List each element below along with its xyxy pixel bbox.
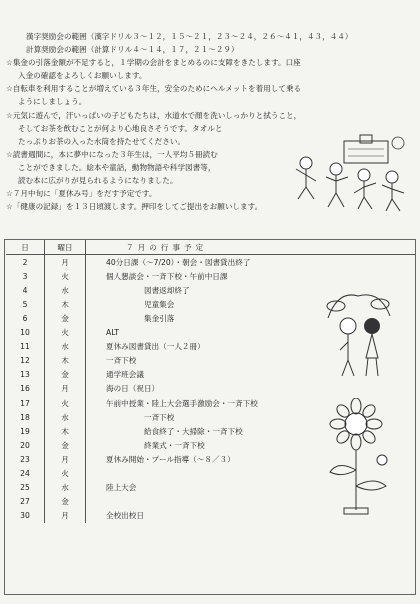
note-line: 読む本に広がりが見られるようになりました。 bbox=[18, 176, 178, 186]
schedule-date: 23 bbox=[6, 452, 45, 466]
schedule-day-of-week: 金 bbox=[45, 311, 86, 325]
schedule-event: 通学班会議 bbox=[106, 370, 144, 380]
schedule-date: 11 bbox=[6, 340, 45, 354]
note-line: ようにしましょう。 bbox=[18, 97, 87, 107]
schedule-date: 16 bbox=[6, 382, 45, 396]
schedule-date: 5 bbox=[6, 297, 45, 311]
schedule-day-of-week: 月 bbox=[45, 382, 86, 396]
schedule-event: 全校出校日 bbox=[106, 511, 144, 521]
schedule-event: 終業式・一斉下校 bbox=[144, 440, 205, 450]
schedule-day-of-week: 火 bbox=[45, 396, 86, 410]
note-line: ☆ 「健康の記録」を１３日頃渡します。押印をしてご提出をお願いします。 bbox=[6, 200, 414, 213]
note-line: ☆ 自転車を利用することが増えている３年生，安全のためにヘルメットを着用して乗る bbox=[6, 82, 414, 95]
schedule-date: 10 bbox=[6, 326, 45, 340]
schedule-event: 40分日課（～7/20）・朝会・図書貸出終了 bbox=[106, 257, 251, 267]
note-line: たっぷりお茶の入った水筒を持たせてください。 bbox=[18, 136, 186, 146]
note-line: ☆ 元気に遊んで，汗いっぱいの子どもたちは，水道水で顔を洗いしっかりと拭うこと， bbox=[6, 109, 414, 122]
schedule-date: 12 bbox=[6, 354, 45, 368]
schedule-day-of-week: 火 bbox=[45, 467, 86, 481]
schedule-event: 午前中授業・陸上大会選手激励会・一斉下校 bbox=[106, 398, 258, 408]
schedule-day-of-week: 火 bbox=[45, 269, 86, 283]
schedule-event: 一斉下校 bbox=[106, 356, 137, 366]
schedule-event: 集金引落 bbox=[144, 314, 175, 324]
sunflower-illustration bbox=[316, 398, 398, 516]
schedule-day-of-week: 金 bbox=[45, 495, 86, 509]
note-line: そしてお茶を飲むことが何より心地良さそうです。タオルと bbox=[18, 123, 223, 133]
schedule-day-of-week: 木 bbox=[45, 354, 86, 368]
schedule-event: ALT bbox=[106, 328, 120, 338]
schedule-day-of-week: 金 bbox=[45, 368, 86, 382]
schedule-date: 25 bbox=[6, 481, 45, 495]
schedule-date: 18 bbox=[6, 410, 45, 424]
schedule-day-of-week: 月 bbox=[45, 255, 86, 270]
schedule-day-of-week: 月 bbox=[45, 509, 86, 523]
note-line: 漢字奨励会の範囲（漢字ドリル３～１２，１５～２１，２３～２４，２６～４１，４３，４４） bbox=[26, 32, 353, 41]
schedule-event: 夏休み図書貸出（一人２冊） bbox=[106, 342, 205, 352]
note-line: ☆ 読書週間に，本に夢中になった３年生は，一人平均５冊読む bbox=[6, 148, 414, 161]
children-playing-illustration bbox=[292, 133, 410, 213]
schedule-date: 19 bbox=[6, 424, 45, 438]
schedule-event: 給食終了・大掃除・一斉下校 bbox=[144, 426, 243, 436]
schedule-event: 図書返却終了 bbox=[144, 285, 190, 295]
schedule-date: 24 bbox=[6, 467, 45, 481]
schedule-event: 個人懇談会・一斉下校・午前中日課 bbox=[106, 271, 228, 281]
header-date: 日 bbox=[6, 240, 45, 255]
schedule-row bbox=[6, 255, 416, 270]
schedule-event: 陸上大会 bbox=[106, 483, 137, 493]
schedule-date: 27 bbox=[6, 495, 45, 509]
schedule-day-of-week: 火 bbox=[45, 326, 86, 340]
schedule-day-of-week: 金 bbox=[45, 438, 86, 452]
schedule-event: 児童集会 bbox=[144, 299, 175, 309]
schedule-date: 17 bbox=[6, 396, 45, 410]
schedule-event: 夏休み開始・プール指導（～８／３） bbox=[106, 454, 235, 464]
schedule-day-of-week: 水 bbox=[45, 481, 86, 495]
schedule-day-of-week: 木 bbox=[45, 424, 86, 438]
schedule-date: 30 bbox=[6, 509, 45, 523]
note-line: 計算奨励会の範囲（計算ドリル４～１４，１７，２１～２９） bbox=[26, 45, 239, 55]
schedule-day-of-week: 木 bbox=[45, 297, 86, 311]
schedule-event: 一斉下校 bbox=[144, 412, 175, 422]
schedule-row bbox=[6, 269, 416, 283]
schedule-day-of-week: 水 bbox=[45, 410, 86, 424]
schedule-date: 13 bbox=[6, 368, 45, 382]
note-line: ことができました。絵本や童話，動物物語や科学図書等， bbox=[18, 162, 216, 172]
schedule-date: 6 bbox=[6, 311, 45, 325]
schedule-date: 2 bbox=[6, 255, 45, 270]
note-line: 入金の確認をよろしくお願いします。 bbox=[18, 71, 147, 81]
schedule-date: 3 bbox=[6, 269, 45, 283]
children-under-tree-illustration bbox=[318, 288, 398, 378]
schedule-title: ７月の行事予定 bbox=[86, 240, 417, 255]
schedule-day-of-week: 水 bbox=[45, 340, 86, 354]
schedule-day-of-week: 水 bbox=[45, 283, 86, 297]
note-line: ☆ ７月中旬に「夏休み号」をだす予定です。 bbox=[6, 187, 414, 200]
schedule-header-row bbox=[6, 240, 416, 255]
note-line: ☆ 集金の引落金額が不足すると，１学期の会計をまとめるのに支障をきたします。口座 bbox=[6, 56, 414, 69]
header-day-of-week: 曜日 bbox=[45, 240, 86, 255]
schedule-date: 4 bbox=[6, 283, 45, 297]
schedule-row bbox=[6, 382, 416, 396]
schedule-date: 20 bbox=[6, 438, 45, 452]
schedule-day-of-week: 月 bbox=[45, 452, 86, 466]
schedule-event: 海の日（祝日） bbox=[106, 384, 160, 394]
